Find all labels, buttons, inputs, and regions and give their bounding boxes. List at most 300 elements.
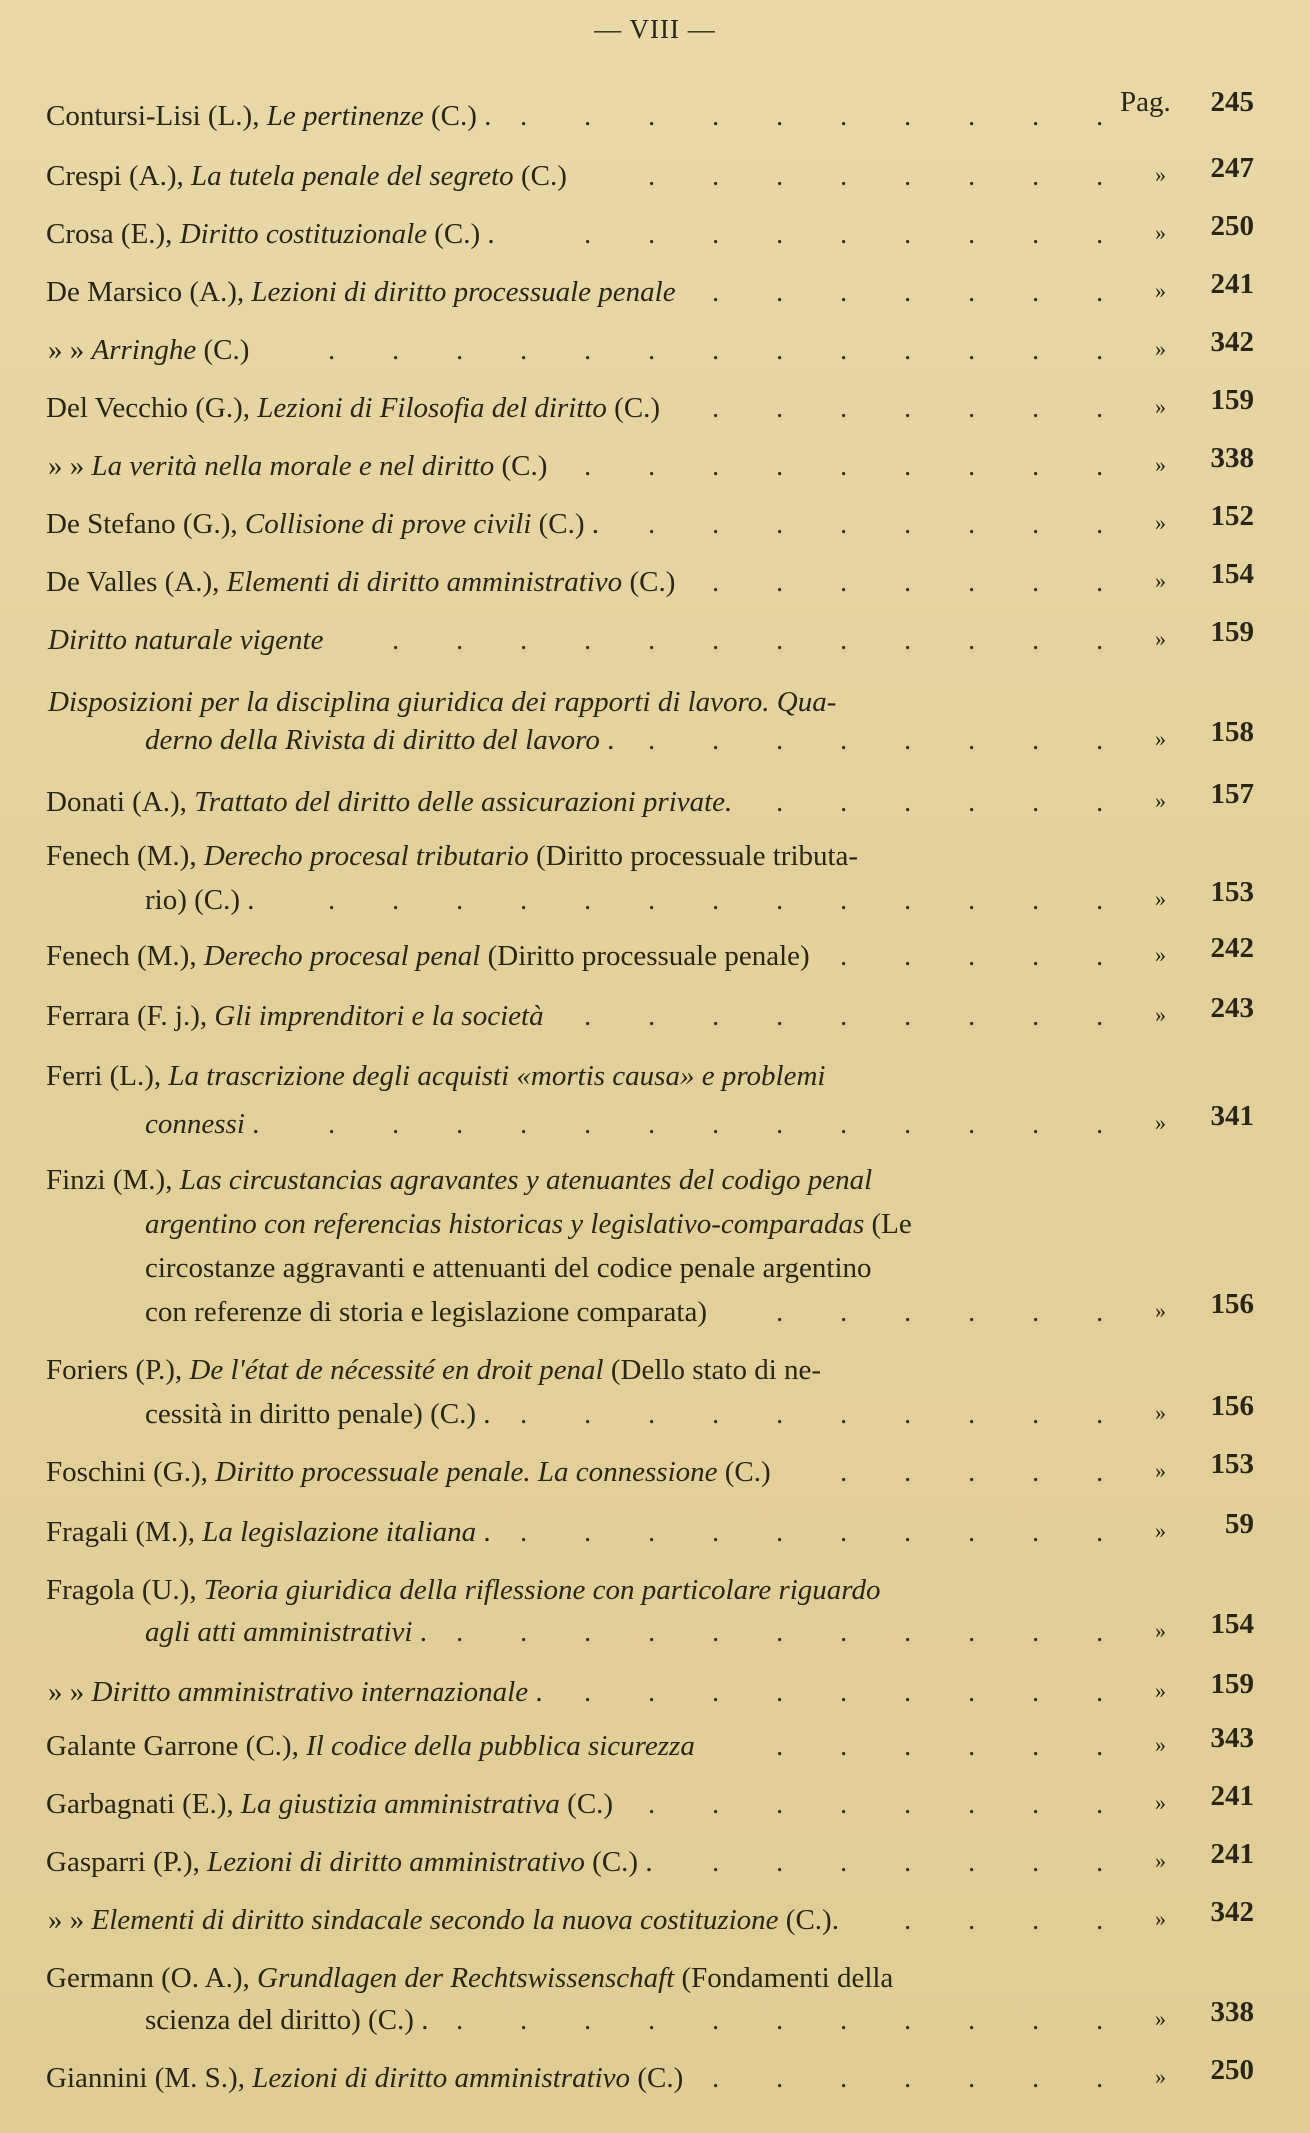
ditto-mark: » xyxy=(1155,1400,1166,1425)
leader-dot: . xyxy=(968,786,976,818)
leader-dot: . xyxy=(968,724,976,756)
leader-dot: . xyxy=(584,884,592,916)
leader-dot: . xyxy=(968,1108,976,1140)
entry-title: Las circustancias agravantes y atenuantes del codigo penal xyxy=(179,1164,873,1196)
leader-dot: . xyxy=(1096,884,1104,916)
leader-dot: . xyxy=(968,100,976,132)
leader-dot: . xyxy=(840,334,848,366)
leader-dot: . xyxy=(904,276,912,308)
entry-note: (C.) xyxy=(630,2062,684,2094)
entry-continuation-line xyxy=(145,1296,707,1329)
leader-dot: . xyxy=(968,276,976,308)
page-reference: 159 xyxy=(1210,616,1254,648)
entry-author: Ferrara (F. j.), xyxy=(46,1000,215,1032)
leader-dot: . xyxy=(776,160,784,192)
entry-note: rio) (C.) . xyxy=(145,884,255,916)
leader-dot: . xyxy=(840,508,848,540)
leader-dot: . xyxy=(648,1788,656,1820)
leader-dot: . xyxy=(776,334,784,366)
leader-dot: . xyxy=(1096,1676,1104,1708)
entry-author: Finzi (M.), xyxy=(46,1164,180,1196)
leader-dot: . xyxy=(776,1788,784,1820)
entry-title: Lezioni di diritto amministrativo xyxy=(252,2062,631,2094)
leader-dot: . xyxy=(392,624,400,656)
leader-dot: . xyxy=(968,624,976,656)
leader-dot: . xyxy=(648,334,656,366)
entry-continuation-line xyxy=(145,1108,259,1141)
leader-dot: . xyxy=(520,884,528,916)
entry-author: Gasparri (P.), xyxy=(46,1846,208,1878)
entry-author: De Stefano (G.), xyxy=(46,508,245,540)
entry-line xyxy=(46,1846,653,1879)
leader-dot: . xyxy=(776,724,784,756)
entry-note: (Dello stato di ne- xyxy=(603,1354,822,1386)
leader-dot: . xyxy=(776,1516,784,1548)
entry-title: Teoria giuridica della riflessione con particolare riguardo xyxy=(203,1574,881,1606)
entry-line xyxy=(46,1730,695,1763)
leader-dot: . xyxy=(840,392,848,424)
leader-dot: . xyxy=(840,940,848,972)
leader-dot: . xyxy=(648,724,656,756)
leader-dot: . xyxy=(1032,1788,1040,1820)
leader-dot: . xyxy=(712,1516,720,1548)
entry-note: (Le xyxy=(864,1208,912,1240)
leader-dot: . xyxy=(456,884,464,916)
leader-dot: . xyxy=(776,276,784,308)
leader-dot: . xyxy=(648,1000,656,1032)
leader-dot: . xyxy=(1096,1296,1104,1328)
leader-dot: . xyxy=(904,1398,912,1430)
ditto-mark: » xyxy=(1155,278,1166,303)
leader-dot: . xyxy=(712,1000,720,1032)
leader-dot: . xyxy=(328,334,336,366)
leader-dot: . xyxy=(648,218,656,250)
ditto-mark: » xyxy=(1155,1110,1166,1135)
leader-dot: . xyxy=(1096,392,1104,424)
entry-author: Fragali (M.), xyxy=(46,1516,203,1548)
leader-dot: . xyxy=(1096,1904,1104,1936)
entry-title: agli atti amministrativi xyxy=(145,1616,413,1648)
leader-dot: . xyxy=(520,1616,528,1648)
leader-dot: . xyxy=(904,1296,912,1328)
page-reference: 154 xyxy=(1210,558,1254,590)
leader-dot: . xyxy=(712,392,720,424)
leader-dot: . xyxy=(840,1676,848,1708)
entry-note: (Diritto processuale tributa- xyxy=(528,840,859,872)
entry-title: Lezioni di Filosofia del diritto xyxy=(257,392,607,424)
entry-title: La legislazione italiana xyxy=(202,1516,477,1548)
leader-dot: . xyxy=(904,1616,912,1648)
ditto-marks: » » xyxy=(48,1676,92,1708)
leader-dot: . xyxy=(584,1000,592,1032)
ditto-mark: » xyxy=(1155,2006,1166,2031)
entry-title: La tutela penale del segreto xyxy=(190,160,514,192)
leader-dot: . xyxy=(968,2062,976,2094)
leader-dot: . xyxy=(392,1108,400,1140)
ditto-mark: » xyxy=(1155,1002,1166,1027)
leader-dot: . xyxy=(1032,334,1040,366)
page-reference: 250 xyxy=(1210,210,1254,242)
entry-line xyxy=(46,392,660,425)
page-reference: 152 xyxy=(1210,500,1254,532)
entry-note: . xyxy=(244,1108,260,1140)
leader-dot: . xyxy=(1032,786,1040,818)
entry-title: De l'état de nécessité en droit penal xyxy=(189,1354,604,1386)
ditto-mark: » xyxy=(1155,220,1166,245)
leader-dot: . xyxy=(456,1108,464,1140)
leader-dot: . xyxy=(584,1616,592,1648)
ditto-mark: » xyxy=(1155,394,1166,419)
leader-dot: . xyxy=(1096,334,1104,366)
leader-dot: . xyxy=(1032,940,1040,972)
leader-dot: . xyxy=(968,1000,976,1032)
leader-dot: . xyxy=(648,884,656,916)
leader-dot: . xyxy=(648,1398,656,1430)
ditto-mark: » xyxy=(1155,568,1166,593)
leader-dot: . xyxy=(1096,1730,1104,1762)
entry-line xyxy=(46,786,732,819)
leader-dot: . xyxy=(904,1516,912,1548)
pag-label: Pag. xyxy=(1120,86,1171,118)
leader-dot: . xyxy=(1096,2004,1104,2036)
leader-dot: . xyxy=(968,566,976,598)
leader-dot: . xyxy=(1032,566,1040,598)
page-reference: 342 xyxy=(1210,1896,1254,1928)
leader-dot: . xyxy=(712,724,720,756)
leader-dot: . xyxy=(840,1730,848,1762)
leader-dot: . xyxy=(1096,786,1104,818)
leader-dot: . xyxy=(392,334,400,366)
entry-author: Crespi (A.), xyxy=(46,160,191,192)
leader-dot: . xyxy=(712,450,720,482)
leader-dot: . xyxy=(1032,508,1040,540)
entry-note: cessità in diritto penale) (C.) . xyxy=(145,1398,491,1430)
leader-dot: . xyxy=(840,2062,848,2094)
leader-dot: . xyxy=(584,450,592,482)
entry-title: Derecho procesal tributario xyxy=(203,840,529,872)
entry-note: (C.) xyxy=(559,1788,614,1820)
leader-dot: . xyxy=(584,218,592,250)
leader-dot: . xyxy=(648,450,656,482)
leader-dot: . xyxy=(840,1000,848,1032)
leader-dot: . xyxy=(968,218,976,250)
leader-dot: . xyxy=(1032,218,1040,250)
ditto-mark: » xyxy=(1155,1458,1166,1483)
leader-dot: . xyxy=(968,1846,976,1878)
leader-dot: . xyxy=(1096,1516,1104,1548)
entry-line xyxy=(48,686,836,719)
entry-author: Garbagnati (E.), xyxy=(46,1788,241,1820)
leader-dot: . xyxy=(904,100,912,132)
leader-dot: . xyxy=(904,786,912,818)
entry-title: derno della Rivista di diritto del lavoro xyxy=(145,724,600,756)
entry-line xyxy=(46,2062,683,2095)
leader-dot: . xyxy=(776,2062,784,2094)
ditto-mark: » xyxy=(1155,452,1166,477)
leader-dot: . xyxy=(1032,450,1040,482)
ditto-mark: » xyxy=(1155,626,1166,651)
page-reference: 159 xyxy=(1210,384,1254,416)
leader-dot: . xyxy=(904,1676,912,1708)
leader-dot: . xyxy=(584,2004,592,2036)
entry-title: Trattato del diritto delle assicurazioni private. xyxy=(194,786,733,818)
leader-dot: . xyxy=(456,2004,464,2036)
entry-title: Lezioni di diritto amministrativo xyxy=(207,1846,585,1878)
entry-line xyxy=(46,1788,613,1821)
leader-dot: . xyxy=(840,1398,848,1430)
entry-author: Fenech (M.), xyxy=(46,840,204,872)
leader-dot: . xyxy=(968,450,976,482)
leader-dot: . xyxy=(712,1676,720,1708)
ditto-marks: » » xyxy=(48,1904,92,1936)
leader-dot: . xyxy=(1032,724,1040,756)
leader-dot: . xyxy=(840,1846,848,1878)
entry-line xyxy=(46,276,676,309)
leader-dot: . xyxy=(904,2062,912,2094)
leader-dot: . xyxy=(968,1676,976,1708)
leader-dot: . xyxy=(840,1788,848,1820)
leader-dot: . xyxy=(712,508,720,540)
ditto-mark: » xyxy=(1155,162,1166,187)
entry-title: La verità nella morale e nel diritto xyxy=(91,450,495,482)
leader-dot: . xyxy=(1096,940,1104,972)
leader-dot: . xyxy=(968,1904,976,1936)
entry-continuation-line xyxy=(145,2004,428,2037)
entry-author: Fragola (U.), xyxy=(46,1574,204,1606)
leader-dot: . xyxy=(648,160,656,192)
leader-dot: . xyxy=(968,392,976,424)
entry-author: Foschini (G.), xyxy=(46,1456,216,1488)
entry-note: (C.) xyxy=(494,450,548,482)
ditto-mark: » xyxy=(1155,2064,1166,2089)
entry-continuation-line xyxy=(145,1208,912,1241)
leader-dot: . xyxy=(1032,2004,1040,2036)
leader-dot: . xyxy=(776,218,784,250)
leader-dot: . xyxy=(840,624,848,656)
leader-dot: . xyxy=(904,392,912,424)
leader-dot: . xyxy=(328,884,336,916)
leader-dot: . xyxy=(776,1000,784,1032)
entry-title: Diritto processuale penale. La connessione xyxy=(215,1456,718,1488)
leader-dot: . xyxy=(904,1730,912,1762)
leader-dot: . xyxy=(776,1616,784,1648)
entry-title: connessi xyxy=(145,1108,245,1140)
leader-dot: . xyxy=(648,1676,656,1708)
leader-dot: . xyxy=(1032,1904,1040,1936)
leader-dot: . xyxy=(520,100,528,132)
entry-continuation-line xyxy=(145,1616,427,1649)
leader-dot: . xyxy=(456,624,464,656)
entry-continuation-line xyxy=(145,724,614,757)
leader-dot: . xyxy=(840,566,848,598)
page-reference: 153 xyxy=(1210,1448,1254,1480)
leader-dot: . xyxy=(1032,624,1040,656)
entry-line xyxy=(46,160,567,193)
leader-dot: . xyxy=(904,1000,912,1032)
leader-dot: . xyxy=(712,160,720,192)
leader-dot: . xyxy=(1096,1108,1104,1140)
entry-continuation-line xyxy=(145,884,255,917)
leader-dot: . xyxy=(776,624,784,656)
leader-dot: . xyxy=(904,1108,912,1140)
leader-dot: . xyxy=(648,624,656,656)
leader-dot: . xyxy=(776,100,784,132)
entry-line xyxy=(46,1060,825,1093)
leader-dot: . xyxy=(712,566,720,598)
page-reference: 343 xyxy=(1210,1722,1254,1754)
page-reference: 338 xyxy=(1210,1996,1254,2028)
leader-dot: . xyxy=(584,334,592,366)
leader-dot: . xyxy=(1096,218,1104,250)
leader-dot: . xyxy=(712,1398,720,1430)
entry-continuation-line xyxy=(145,1252,872,1285)
page-reference: 338 xyxy=(1210,442,1254,474)
leader-dot: . xyxy=(712,1108,720,1140)
leader-dot: . xyxy=(520,1398,528,1430)
leader-dot: . xyxy=(840,450,848,482)
leader-dot: . xyxy=(1096,2062,1104,2094)
entry-note: . xyxy=(476,1516,491,1548)
leader-dot: . xyxy=(520,624,528,656)
entry-author: Foriers (P.), xyxy=(46,1354,190,1386)
entry-line xyxy=(46,1354,821,1387)
page-reference: 243 xyxy=(1210,992,1254,1024)
entry-author: Giannini (M. S.), xyxy=(46,2062,253,2094)
leader-dot: . xyxy=(840,218,848,250)
leader-dot: . xyxy=(520,1108,528,1140)
entry-line xyxy=(48,624,323,657)
leader-dot: . xyxy=(776,450,784,482)
leader-dot: . xyxy=(968,160,976,192)
entry-line xyxy=(46,840,858,873)
ditto-mark: » xyxy=(1155,1906,1166,1931)
ditto-marks: » » xyxy=(48,450,92,482)
entry-title: Disposizioni per la disciplina giuridica dei rapporti di lavoro. Qua- xyxy=(48,686,837,718)
entry-title: Il codice della pubblica sicurezza xyxy=(306,1730,695,1762)
leader-dot: . xyxy=(1032,1616,1040,1648)
ditto-mark: » xyxy=(1155,788,1166,813)
page-reference: 245 xyxy=(1210,86,1254,118)
leader-dot: . xyxy=(1032,1676,1040,1708)
leader-dot: . xyxy=(968,1616,976,1648)
leader-dot: . xyxy=(520,334,528,366)
entry-line xyxy=(46,1164,872,1197)
leader-dot: . xyxy=(776,884,784,916)
leader-dot: . xyxy=(840,1616,848,1648)
leader-dot: . xyxy=(776,1846,784,1878)
entry-line xyxy=(46,218,495,251)
leader-dot: . xyxy=(1032,100,1040,132)
entry-note: (C.) xyxy=(717,1456,771,1488)
ditto-mark: » xyxy=(1155,726,1166,751)
leader-dot: . xyxy=(1096,566,1104,598)
leader-dot: . xyxy=(776,1730,784,1762)
leader-dot: . xyxy=(456,1616,464,1648)
leader-dot: . xyxy=(648,1516,656,1548)
leader-dot: . xyxy=(840,786,848,818)
leader-dot: . xyxy=(776,1108,784,1140)
entry-author: Germann (O. A.), xyxy=(46,1962,258,1994)
leader-dot: . xyxy=(968,2004,976,2036)
entry-note: (C.) xyxy=(606,392,661,424)
leader-dot: . xyxy=(904,624,912,656)
leader-dot: . xyxy=(712,884,720,916)
page-number-header: — VIII — xyxy=(594,14,716,44)
leader-dot: . xyxy=(648,508,656,540)
page-reference: 342 xyxy=(1210,326,1254,358)
leader-dot: . xyxy=(1032,1516,1040,1548)
leader-dot: . xyxy=(1096,276,1104,308)
leader-dot: . xyxy=(904,940,912,972)
leader-dot: . xyxy=(584,100,592,132)
entry-line xyxy=(48,1904,839,1937)
ditto-mark: » xyxy=(1155,1678,1166,1703)
entry-title: Arringhe xyxy=(91,334,197,366)
leader-dot: . xyxy=(584,1676,592,1708)
ditto-mark: » xyxy=(1155,336,1166,361)
entry-line xyxy=(46,1516,491,1549)
entry-author: Galante Garrone (C.), xyxy=(46,1730,307,1762)
entry-author: De Valles (A.), xyxy=(46,566,227,598)
leader-dot: . xyxy=(648,100,656,132)
ditto-mark: » xyxy=(1155,1732,1166,1757)
leader-dot: . xyxy=(1096,1846,1104,1878)
entry-title: Grundlagen der Rechtswissenschaft xyxy=(257,1962,675,1994)
leader-dot: . xyxy=(1096,1000,1104,1032)
leader-dot: . xyxy=(712,2004,720,2036)
leader-dot: . xyxy=(968,1456,976,1488)
leader-dot: . xyxy=(1032,160,1040,192)
leader-dot: . xyxy=(904,884,912,916)
leader-dot: . xyxy=(904,724,912,756)
entry-note: scienza del diritto) (C.) . xyxy=(145,2004,429,2036)
entry-note: . xyxy=(412,1616,427,1648)
leader-dot: . xyxy=(1096,724,1104,756)
entry-note: (C.) . xyxy=(531,508,600,540)
page-reference: 154 xyxy=(1210,1608,1254,1640)
leader-dot: . xyxy=(968,1296,976,1328)
entry-title: Gli imprenditori e la società xyxy=(214,1000,544,1032)
page-reference: 341 xyxy=(1210,1100,1254,1132)
leader-dot: . xyxy=(840,1456,848,1488)
leader-dot: . xyxy=(968,1730,976,1762)
leader-dot: . xyxy=(904,450,912,482)
entry-line xyxy=(46,566,675,599)
ditto-mark: » xyxy=(1155,1298,1166,1323)
leader-dot: . xyxy=(520,1516,528,1548)
leader-dot: . xyxy=(1032,392,1040,424)
leader-dot: . xyxy=(648,2004,656,2036)
entry-continuation-line xyxy=(145,1398,490,1431)
leader-dot: . xyxy=(776,2004,784,2036)
leader-dot: . xyxy=(712,624,720,656)
ditto-mark: » xyxy=(1155,1790,1166,1815)
ditto-mark: » xyxy=(1155,1518,1166,1543)
page-reference: 157 xyxy=(1210,778,1254,810)
entry-line xyxy=(46,1000,544,1033)
leader-dot: . xyxy=(1096,450,1104,482)
entry-note: (Fondamenti della xyxy=(674,1962,894,1994)
leader-dot: . xyxy=(904,508,912,540)
leader-dot: . xyxy=(648,1616,656,1648)
leader-dot: . xyxy=(392,884,400,916)
leader-dot: . xyxy=(968,884,976,916)
entry-line xyxy=(48,450,547,483)
leader-dot: . xyxy=(840,1296,848,1328)
page-reference: 156 xyxy=(1210,1390,1254,1422)
ditto-mark: » xyxy=(1155,1848,1166,1873)
leader-dot: . xyxy=(1032,1846,1040,1878)
